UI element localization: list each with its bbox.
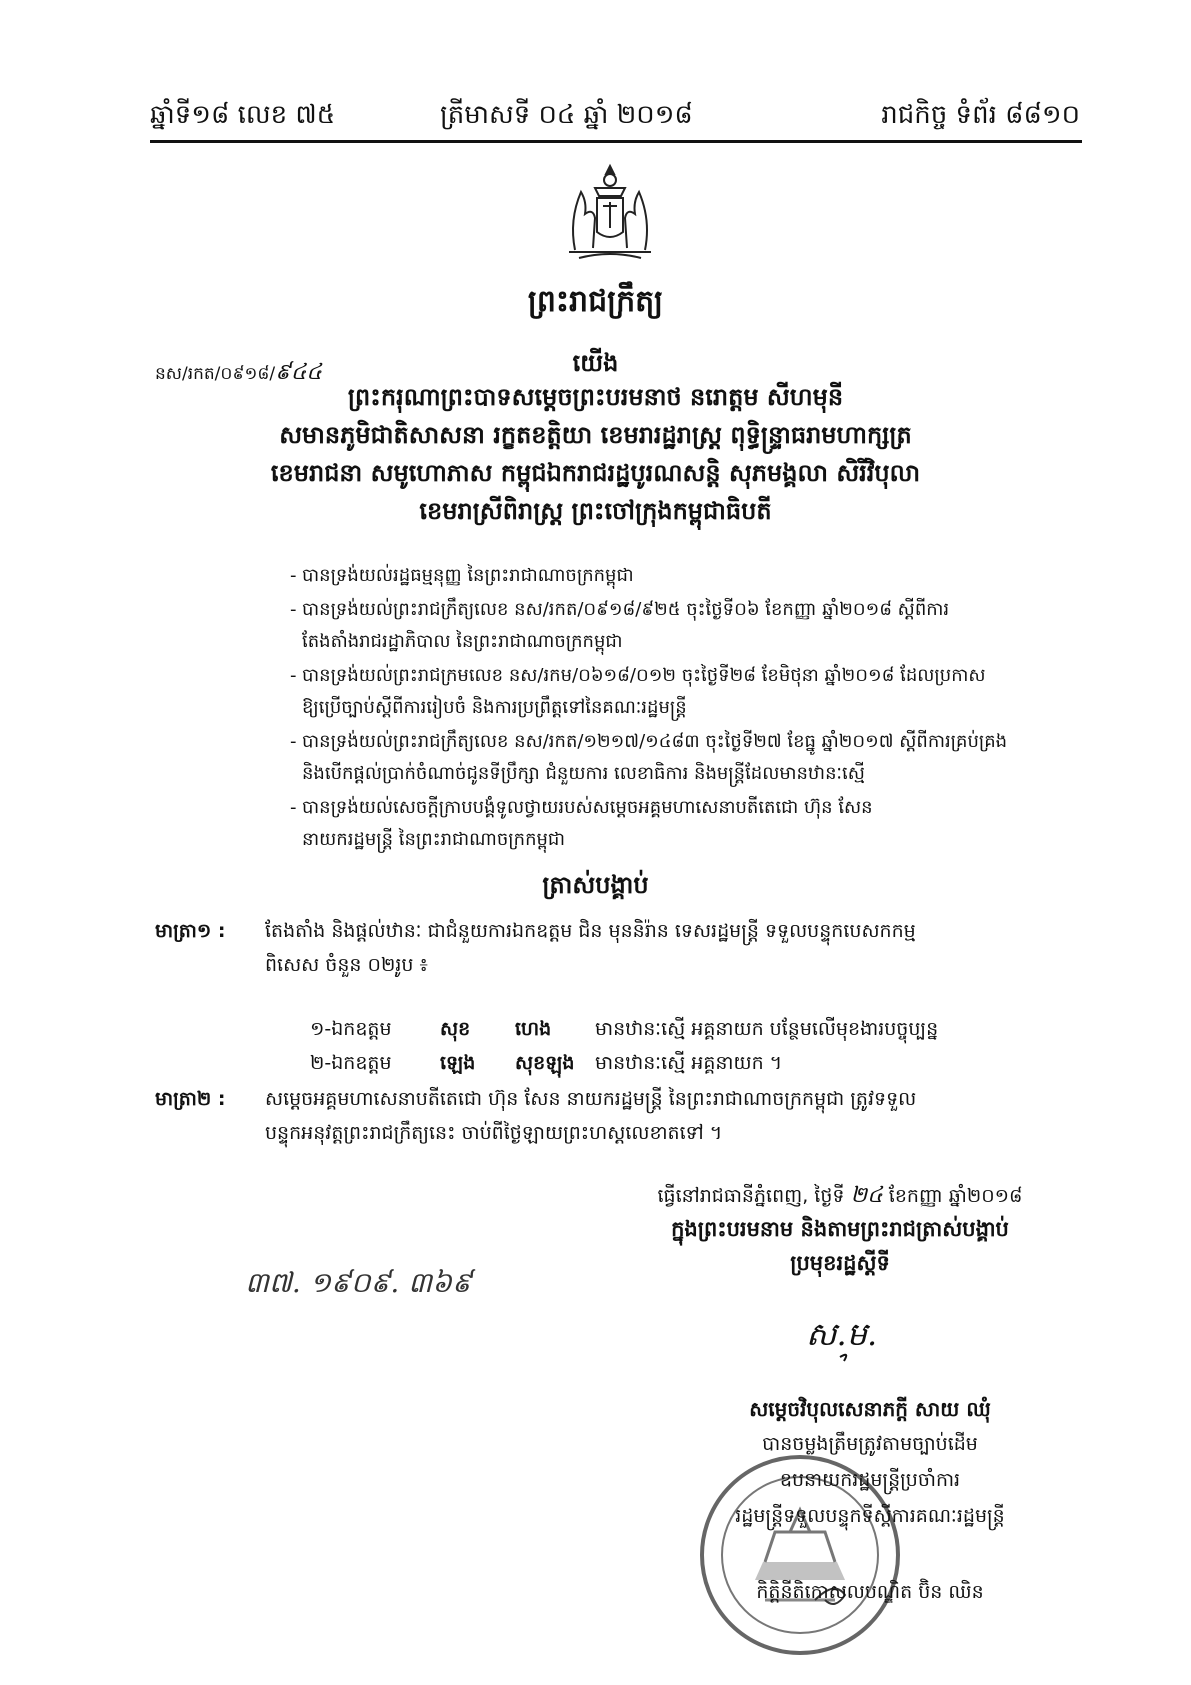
consideration-text: បានទ្រង់យល់រដ្ឋធម្មនុញ្ញ នៃព្រះរាជាណាចក្រកម្ពុជា bbox=[302, 565, 634, 586]
we-heading: យើង bbox=[572, 349, 619, 377]
consideration-item: - បានទ្រង់យល់រដ្ឋធម្មនុញ្ញ នៃព្រះរាជាណាចក្រកម្ពុជា bbox=[290, 565, 634, 586]
official-rank: មានឋានៈស្មើ អគ្គនាយក ។ bbox=[595, 1052, 783, 1074]
signing-date-day: ២៤ bbox=[850, 1183, 883, 1208]
article-1-text-cont: ពិសេស ចំនួន ០២រូប ៖ bbox=[265, 954, 428, 976]
official-rank: មានឋានៈស្មើ អគ្គនាយក បន្ថែមលើមុខងារបច្ចុប្បន្ន bbox=[595, 1018, 939, 1040]
gazette-year-number: ឆ្នាំទី១៨ លេខ ៧៥ bbox=[150, 100, 336, 130]
signature-text: ស.ម. bbox=[806, 1315, 878, 1353]
article-2-text-cont: បន្ទុកអនុវត្តព្រះរាជក្រឹត្យនេះ ចាប់ពីថ្ងៃឡាយព្រះហស្តលេខាតទៅ ។ bbox=[265, 1122, 723, 1144]
royal-title-line-4: ខេមរាស្រីពិរាស្ត្រ ព្រះចៅក្រុងកម្ពុជាធិបតី bbox=[419, 497, 772, 525]
consideration-text-cont: ឱ្យប្រើច្បាប់ស្តីពីការរៀបចំ និងការប្រព្រឹត្តទៅនៃគណៈរដ្ឋមន្ត្រី bbox=[302, 697, 687, 718]
consideration-text-cont: និងបើកផ្តល់ប្រាក់ចំណាច់ជូនទីប្រឹក្សា ជំនួយការ លេខាធិការ និងមន្ត្រីដែលមានឋានៈស្មើ bbox=[302, 763, 865, 784]
closing-block bbox=[595, 1180, 1085, 1280]
consideration-text: បានទ្រង់យល់ព្រះរាជក្រមលេខ នស/រកម/០៦១៨/០១២ ចុះថ្ងៃទី២៨ ខែមិថុនា ឆ្នាំ២០១៨ ដែលប្រកាស bbox=[302, 665, 986, 686]
consideration-text: បានទ្រង់យល់ព្រះរាជក្រឹត្យលេខ នស/រកត/០៩១៨/៩២៥ ចុះថ្ងៃទី០៦ ខែកញ្ញា ឆ្នាំ២០១៨ ស្តីពីការ bbox=[302, 599, 950, 620]
signer-position-2: រដ្ឋមន្ត្រីទទួលបន្ទុកទីស្តីការគណៈរដ្ឋមន្ត្រី bbox=[735, 1505, 1005, 1527]
official-row bbox=[310, 1012, 1080, 1046]
consideration-text: បានទ្រង់យល់សេចក្តីក្រាបបង្គំទូលថ្វាយរបស់សម្តេចអគ្គមហាសេនាបតីតេជោ ហ៊ុន សែន bbox=[302, 797, 873, 818]
signing-date bbox=[595, 1180, 1085, 1212]
official-title: ១-ឯកឧត្តម bbox=[310, 1018, 392, 1040]
appointed-officials bbox=[310, 1012, 1080, 1080]
article-2 bbox=[155, 1082, 1075, 1150]
document-title: ព្រះរាជក្រឹត្យ bbox=[527, 284, 664, 319]
consideration-item: - បានទ្រង់យល់ព្រះរាជក្រឹត្យលេខ នស/រកត/១២១៧/១៤៨៣ ចុះថ្ងៃទី២៧ ខែធ្នូ ឆ្នាំ២០១៧ ស្តីពីការគ្រប់គ្រង និងបើកផ្តល់ប្រាក់ចំណាច់ជូនទីប្រឹក្សា ជំនួយការ លេខាធិការ និងមន្ត្រីដែលមានឋានៈស្មើ bbox=[290, 726, 1080, 790]
consideration-text-cont: នាយករដ្ឋមន្ត្រី នៃព្រះរាជាណាចក្រកម្ពុជា bbox=[302, 829, 566, 850]
signature-icon bbox=[800, 1305, 920, 1365]
signing-date-suffix: ខែកញ្ញា ឆ្នាំ២០១៨ bbox=[888, 1185, 1023, 1207]
official-last-name: ហេង bbox=[515, 1018, 552, 1040]
header-divider bbox=[150, 140, 1082, 143]
official-row bbox=[310, 1046, 1080, 1080]
consideration-text: បានទ្រង់យល់ព្រះរាជក្រឹត្យលេខ នស/រកត/១២១៧/១៤៨៣ ចុះថ្ងៃទី២៧ ខែធ្នូ ឆ្នាំ២០១៧ ស្តីពីការគ្រប់គ្រង bbox=[302, 731, 1008, 752]
royal-title-line-3: ខេមរាជនា សមូហោភាស កម្ពុជឯករាជរដ្ឋបូរណសន្តិ សុភមង្គលា សិរីវិបុលា bbox=[270, 459, 921, 487]
gazette-date: ត្រីមាសទី ០៤ ឆ្នាំ ២០១៨ bbox=[440, 100, 693, 130]
gazette-header bbox=[150, 98, 1080, 140]
acting-head-of-state: ប្រមុខរដ្ឋស្តីទី bbox=[790, 1251, 890, 1275]
consideration-item: - បានទ្រង់យល់ព្រះរាជក្រឹត្យលេខ នស/រកត/០៩១៨/៩២៥ ចុះថ្ងៃទី០៦ ខែកញ្ញា ឆ្នាំ២០១៨ ស្តីពីការ តែងតាំងរាជរដ្ឋាភិបាល នៃព្រះរាជាណាចក្រកម្ពុជា bbox=[290, 594, 1080, 658]
gazette-page-number: រាជកិច្ច ទំព័រ ៨៨១០ bbox=[881, 100, 1080, 130]
signer-position-3: កិត្តិនីតិកោសលបណ្ឌិត ប៊ិន ឈិន bbox=[756, 1581, 984, 1603]
article-2-label: មាត្រា២ : bbox=[155, 1088, 226, 1110]
article-1 bbox=[155, 914, 1075, 982]
certified-copy-line: បានចម្លងត្រឹមត្រូវតាមច្បាប់ដើម bbox=[762, 1433, 978, 1455]
official-last-name: សុខឡុង bbox=[515, 1052, 575, 1074]
signer-block bbox=[650, 1392, 1090, 1610]
reference-number-printed: នស/រកត/០៩១៨/ bbox=[155, 364, 276, 384]
royal-authority-line: ក្នុងព្រះបរមនាម និងតាមព្រះរាជត្រាស់បង្គាប់ bbox=[671, 1217, 1009, 1241]
official-first-name: ឡេង bbox=[440, 1052, 476, 1074]
article-1-label: មាត្រា១ : bbox=[155, 920, 226, 942]
considerations-list bbox=[290, 560, 1080, 858]
royal-title-line-1: ព្រះករុណាព្រះបាទសម្តេចព្រះបរមនាថ នរោត្តម សីហមុនី bbox=[347, 383, 844, 411]
article-1-text: តែងតាំង និងផ្តល់ឋានៈ ជាជំនួយការឯកឧត្តម ជិន មុននិរ៉ាន ទេសរដ្ឋមន្ត្រី ទទួលបន្ទុកបេសកកម្ម bbox=[265, 920, 916, 942]
decree-heading: ត្រាស់បង្គាប់ bbox=[542, 871, 649, 899]
consideration-text-cont: តែងតាំងរាជរដ្ឋាភិបាល នៃព្រះរាជាណាចក្រកម្ពុជា bbox=[302, 631, 623, 652]
handwritten-registry-note: ៣៧. ១៩០៩. ៣៦៩ bbox=[245, 1266, 472, 1299]
official-first-name: សុខ bbox=[440, 1018, 471, 1040]
consideration-item: - បានទ្រង់យល់សេចក្តីក្រាបបង្គំទូលថ្វាយរបស់សម្តេចអគ្គមហាសេនាបតីតេជោ ហ៊ុន សែន នាយករដ្ឋមន្ត្រី នៃព្រះរាជាណាចក្រកម្ពុជា bbox=[290, 792, 1080, 856]
article-2-text: សម្តេចអគ្គមហាសេនាបតីតេជោ ហ៊ុន សែន នាយករដ្ឋមន្ត្រី នៃព្រះរាជាណាចក្រកម្ពុជា ត្រូវទទួល bbox=[265, 1088, 917, 1110]
signer-position-1: ឧបនាយករដ្ឋមន្ត្រីប្រចាំការ bbox=[779, 1469, 961, 1491]
official-title: ២-ឯកឧត្តម bbox=[310, 1052, 392, 1074]
reference-number-handwritten: ៩៤៤ bbox=[275, 360, 322, 385]
consideration-item: - បានទ្រង់យល់ព្រះរាជក្រមលេខ នស/រកម/០៦១៨/០១២ ចុះថ្ងៃទី២៨ ខែមិថុនា ឆ្នាំ២០១៨ ដែលប្រកាស ឱ្យប្រើច្បាប់ស្តីពីការរៀបចំ និងការប្រព្រឹត្តទៅនៃគណៈរដ្ឋមន្ត្រី bbox=[290, 660, 1080, 724]
signing-date-prefix: ធ្វើនៅរាជធានីភ្នំពេញ, ថ្ងៃទី bbox=[657, 1185, 845, 1207]
signer-name: សម្តេចវិបុលសេនាភក្តី សាយ ឈុំ bbox=[749, 1397, 991, 1421]
royal-title-line-2: សមានភូមិជាតិសាសនា រក្ខតខត្តិយា ខេមរារដ្ឋរាស្ត្រ ពុទ្ធិន្ទ្រាធរាមហាក្សត្រ bbox=[279, 421, 912, 449]
royal-coat-of-arms-icon bbox=[555, 160, 665, 260]
